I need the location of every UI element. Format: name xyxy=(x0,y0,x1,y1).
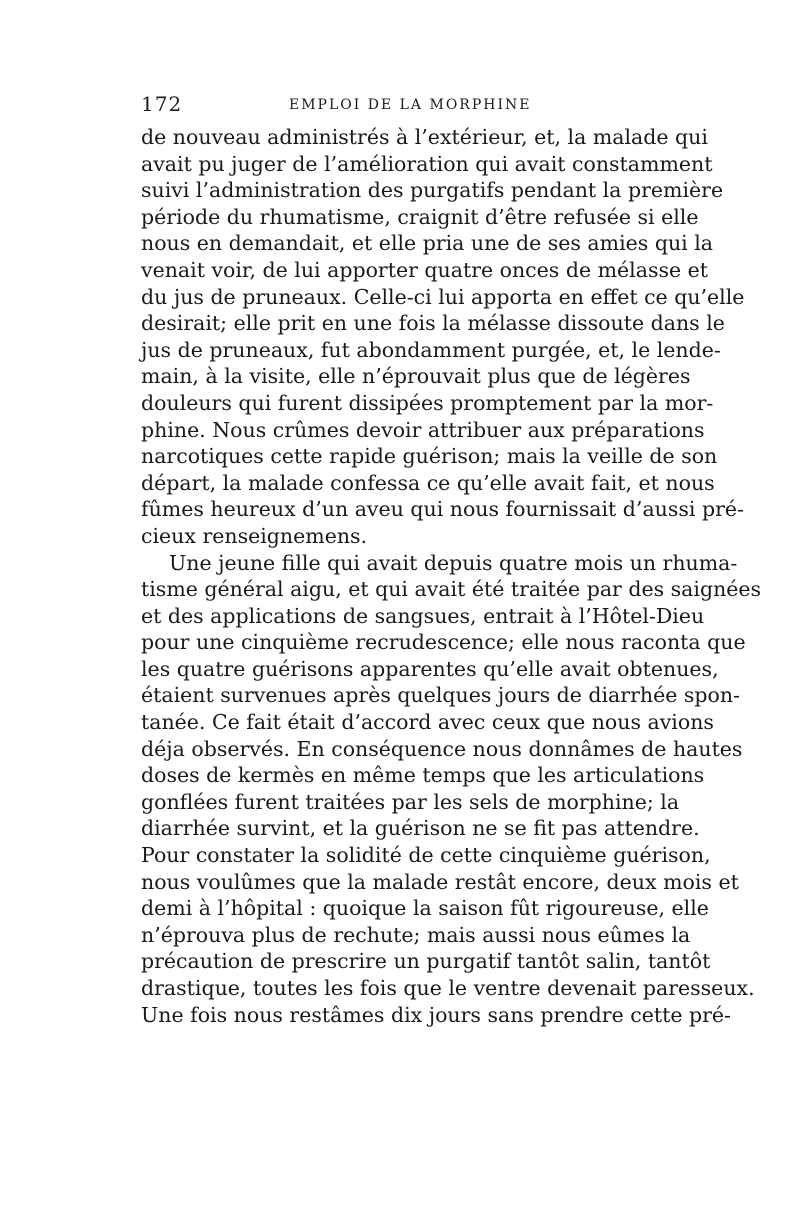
text-line: pour une cinquième recrudescence; elle nous raconta que xyxy=(141,630,746,655)
text-line: phine. Nous crûmes devoir attribuer aux préparations xyxy=(141,417,705,442)
text-line: venait voir, de lui apporter quatre onces de mélasse et xyxy=(141,257,709,282)
text-line: tisme général aigu, et qui avait été traitée par des saignées xyxy=(141,577,762,602)
text-line: période du rhumatisme, craignit d’être refusée si elle xyxy=(141,204,699,229)
running-head: EMPLOI DE LA MORPHINE xyxy=(289,97,532,113)
text-line: tanée. Ce fait était d’accord avec ceux que nous avions xyxy=(141,710,714,735)
text-line: départ, la malade confessa ce qu’elle avait fait, et nous xyxy=(141,470,715,495)
text-line: avait pu juger de l’amélioration qui avait constamment xyxy=(141,151,713,176)
text-line: nous voulûmes que la malade restât encore, deux mois et xyxy=(141,869,739,894)
text-line: doses de kermès en même temps que les articulations xyxy=(141,763,705,788)
text-line: gonflées furent traitées par les sels de morphine; la xyxy=(141,789,680,814)
paragraph-end-line: cieux renseignemens. xyxy=(141,523,368,548)
text-line: desirait; elle prit en une fois la mélasse dissoute dans le xyxy=(141,311,725,336)
text-line: du jus de pruneaux. Celle-ci lui apporta en effet ce qu’elle xyxy=(141,284,745,309)
text-line: diarrhée survint, et la guérison ne se fit pas attendre. xyxy=(141,816,700,841)
text-line: narcotiques cette rapide guérison; mais la veille de son xyxy=(141,444,718,469)
text-line: drastique, toutes les fois que le ventre devenait paresseux. xyxy=(141,976,755,1000)
text-line: n’éprouva plus de rechute; mais aussi nous eûmes la xyxy=(141,922,691,947)
text-line: suivi l’administration des purgatifs pendant la première xyxy=(141,178,724,203)
paragraph-start-line: Une jeune fille qui avait depuis quatre mois un rhuma- xyxy=(169,550,738,575)
text-line: et des applications de sangsues, entrait à l’Hôtel-Dieu xyxy=(141,603,705,628)
text-line: les quatre guérisons apparentes qu’elle avait obtenues, xyxy=(141,656,719,681)
text-line: nous en demandait, et elle pria une de ses amies qui la xyxy=(141,231,713,256)
text-line: Pour constater la solidité de cette cinquième guérison, xyxy=(141,843,711,868)
text-line: précaution de prescrire un purgatif tantôt salin, tantôt xyxy=(141,949,711,974)
page-number: 172 xyxy=(141,92,183,116)
text-line: étaient survenues après quelques jours de diarrhée spon- xyxy=(141,683,740,708)
text-line: demi à l’hôpital : quoique la saison fût rigoureuse, elle xyxy=(141,896,709,921)
text-line: déja observés. En conséquence nous donnâmes de hautes xyxy=(141,736,743,761)
text-line: douleurs qui furent dissipées promptement par la mor- xyxy=(141,390,714,415)
text-line: de nouveau administrés à l’extérieur, et, la malade qui xyxy=(141,125,708,149)
text-line: main, à la visite, elle n’éprouvait plus que de légères xyxy=(141,364,691,389)
text-line: fûmes heureux d’un aveu qui nous fournissait d’aussi pré- xyxy=(141,497,744,522)
body-text xyxy=(141,124,762,1028)
text-line: Une fois nous restâmes dix jours sans prendre cette pré- xyxy=(141,1002,731,1027)
text-line: jus de pruneaux, fut abondamment purgée, et, le lende- xyxy=(141,337,721,362)
page-header xyxy=(141,92,661,118)
